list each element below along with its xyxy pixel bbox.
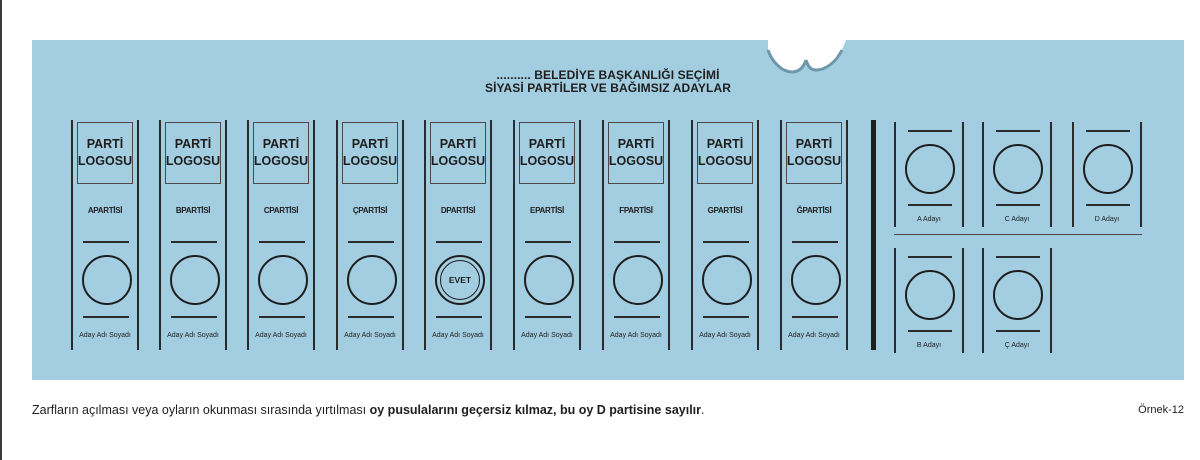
candidate-name: Aday Adı Soyadı <box>79 332 131 339</box>
candidate-name: Aday Adı Soyadı <box>699 332 751 339</box>
candidate-name: Aday Adı Soyadı <box>521 332 573 339</box>
vote-circle[interactable] <box>993 144 1043 194</box>
candidate-name: Aday Adı Soyadı <box>788 332 840 339</box>
ballot-subtitle: SİYASİ PARTİLER VE BAĞIMSIZ ADAYLAR <box>485 81 731 95</box>
party-column <box>691 120 759 350</box>
party-column <box>71 120 139 350</box>
independent-row-separator <box>894 234 1142 235</box>
party-logo-placeholder: PARTİ LOGOSU <box>342 122 398 184</box>
vote-circle[interactable] <box>613 255 663 305</box>
independent-candidate <box>894 122 964 227</box>
party-column <box>336 120 404 350</box>
party-logo-placeholder: PARTİ LOGOSU <box>165 122 221 184</box>
party-column <box>159 120 227 350</box>
candidate-name: B Adayı <box>916 342 942 349</box>
vote-circle[interactable] <box>702 255 752 305</box>
candidate-name: A Adayı <box>917 216 941 223</box>
party-logo-placeholder: PARTİ LOGOSU <box>608 122 664 184</box>
party-logo-placeholder: PARTİ LOGOSU <box>697 122 753 184</box>
vote-circle[interactable] <box>905 144 955 194</box>
independent-candidate <box>894 248 964 353</box>
party-name: APARTİSİ <box>87 206 123 215</box>
evet-stamp: EVET <box>440 260 480 300</box>
candidate-name: Ç Adayı <box>1004 342 1030 349</box>
vote-circle[interactable] <box>82 255 132 305</box>
party-name: CPARTİSİ <box>263 206 299 215</box>
party-name: FPARTİSİ <box>619 206 653 215</box>
party-name: GPARTİSİ <box>707 206 743 215</box>
candidate-name: Aday Adı Soyadı <box>255 332 307 339</box>
independent-candidate <box>1072 122 1142 227</box>
party-name: BPARTİSİ <box>175 206 211 215</box>
candidate-name: D Adayı <box>1094 216 1120 223</box>
party-logo-placeholder: PARTİ LOGOSU <box>253 122 309 184</box>
ballot-paper <box>32 40 1184 380</box>
candidate-name: Aday Adı Soyadı <box>167 332 219 339</box>
independent-candidate <box>982 248 1052 353</box>
vote-circle[interactable] <box>791 255 841 305</box>
party-column <box>247 120 315 350</box>
ballot-title: .......... BELEDİYE BAŞKANLIĞI SEÇİMİ <box>496 68 720 82</box>
candidate-name: Aday Adı Soyadı <box>610 332 662 339</box>
vote-circle[interactable] <box>993 270 1043 320</box>
candidate-name: Aday Adı Soyadı <box>432 332 484 339</box>
caption-text: Zarfların açılması veya oyların okunması sırasında yırtılması oy pusulalarını geçersiz kılmaz, bu oy D partisine sayılır. <box>32 403 705 417</box>
party-name: DPARTİSİ <box>440 206 476 215</box>
party-column <box>513 120 581 350</box>
party-logo-placeholder: PARTİ LOGOSU <box>519 122 575 184</box>
party-logo-placeholder: PARTİ LOGOSU <box>786 122 842 184</box>
party-column <box>780 120 848 350</box>
vote-circle[interactable] <box>347 255 397 305</box>
party-name: ĞPARTİSİ <box>796 206 832 215</box>
party-name: EPARTİSİ <box>530 206 564 215</box>
party-column <box>602 120 670 350</box>
candidate-name: Aday Adı Soyadı <box>344 332 396 339</box>
party-logo-placeholder: PARTİ LOGOSU <box>430 122 486 184</box>
candidate-name: C Adayı <box>1004 216 1030 223</box>
page-left-border <box>0 0 2 460</box>
independent-candidate <box>982 122 1052 227</box>
vote-circle[interactable] <box>170 255 220 305</box>
party-logo-placeholder: PARTİ LOGOSU <box>77 122 133 184</box>
party-name: ÇPARTİSİ <box>352 206 388 215</box>
section-divider <box>871 120 876 350</box>
example-label: Örnek-12 <box>1138 404 1184 416</box>
vote-circle[interactable] <box>524 255 574 305</box>
vote-circle[interactable] <box>905 270 955 320</box>
party-column <box>424 120 492 350</box>
vote-circle[interactable] <box>1083 144 1133 194</box>
vote-circle[interactable] <box>258 255 308 305</box>
vote-circle-stamped[interactable] <box>435 255 485 305</box>
